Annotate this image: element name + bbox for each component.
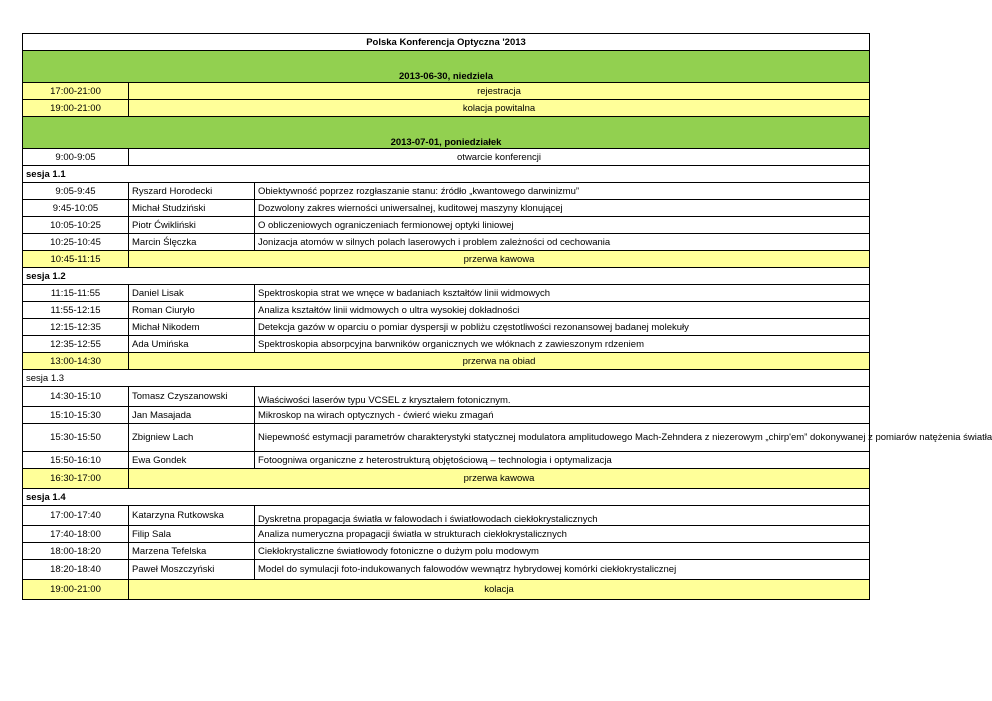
talk-row <box>23 407 870 424</box>
event-time: 19:00-21:00 <box>23 100 129 117</box>
event-row <box>23 149 870 166</box>
talk-title: Spektroskopia absorpcyjna barwników organicznych we włóknach z zawieszonym rdzeniem <box>255 336 870 353</box>
talk-title: Detekcja gazów w oparciu o pomiar dyspersji w pobliżu częstotliwości rezonansowej badanej molekuły <box>255 319 870 336</box>
talk-title: Mikroskop na wirach optycznych - ćwierć wieku zmagań <box>255 407 870 424</box>
talk-time: 15:10-15:30 <box>23 407 129 424</box>
day-date: 2013-06-30, niedziela <box>23 51 870 83</box>
talk-time: 9:45-10:05 <box>23 200 129 217</box>
talk-speaker: Michał Studziński <box>129 200 255 217</box>
talk-speaker: Daniel Lisak <box>129 285 255 302</box>
talk-time: 10:05-10:25 <box>23 217 129 234</box>
talk-time: 17:00-17:40 <box>23 506 129 526</box>
talk-speaker: Michał Nikodem <box>129 319 255 336</box>
talk-time: 15:30-15:50 <box>23 424 129 452</box>
conference-schedule-table <box>22 33 992 600</box>
talk-time: 9:05-9:45 <box>23 183 129 200</box>
talk-speaker: Ada Umińska <box>129 336 255 353</box>
event-time: 17:00-21:00 <box>23 83 129 100</box>
talk-row <box>23 183 870 200</box>
event-name: otwarcie konferencji <box>129 149 870 166</box>
event-name: kolacja powitalna <box>129 100 870 117</box>
break-row <box>23 251 870 268</box>
talk-title: Fotoogniwa organiczne z heterostrukturą objętościową – technologia i optymalizacja <box>255 452 870 469</box>
break-name: przerwa kawowa <box>129 469 870 489</box>
break-time: 19:00-21:00 <box>23 580 129 600</box>
talk-title: Analiza numeryczna propagacji światła w strukturach ciekłokrystalicznych <box>255 526 870 543</box>
talk-time: 12:15-12:35 <box>23 319 129 336</box>
talk-title: Spektroskopia strat we wnęce w badaniach kształtów linii widmowych <box>255 285 870 302</box>
talk-speaker: Piotr Ćwikliński <box>129 217 255 234</box>
day-header-row <box>23 51 870 83</box>
event-time: 9:00-9:05 <box>23 149 129 166</box>
talk-title: Ciekłokrystaliczne światłowody fotoniczne o dużym polu modowym <box>255 543 870 560</box>
talk-time: 11:15-11:55 <box>23 285 129 302</box>
schedule-title: Polska Konferencja Optyczna '2013 <box>23 34 870 51</box>
break-time: 13:00-14:30 <box>23 353 129 370</box>
session-label: sesja 1.4 <box>23 489 870 506</box>
talk-speaker: Marcin Ślęczka <box>129 234 255 251</box>
talk-speaker: Filip Sala <box>129 526 255 543</box>
talk-row <box>23 200 870 217</box>
session-label: sesja 1.3 <box>23 370 870 387</box>
talk-speaker: Ryszard Horodecki <box>129 183 255 200</box>
talk-time: 12:35-12:55 <box>23 336 129 353</box>
talk-speaker: Zbigniew Lach <box>129 424 255 452</box>
talk-time: 14:30-15:10 <box>23 387 129 407</box>
talk-speaker: Roman Ciuryło <box>129 302 255 319</box>
break-row <box>23 469 870 489</box>
schedule-title-row <box>23 34 870 51</box>
session-label: sesja 1.2 <box>23 268 870 285</box>
talk-title: O obliczeniowych ograniczeniach fermionowej optyki liniowej <box>255 217 870 234</box>
talk-speaker: Ewa Gondek <box>129 452 255 469</box>
talk-speaker: Katarzyna Rutkowska <box>129 506 255 526</box>
talk-title: Właściwości laserów typu VCSEL z kryształem fotonicznym. <box>255 387 870 407</box>
session-label-row <box>23 166 870 183</box>
session-label-row <box>23 370 870 387</box>
talk-time: 18:20-18:40 <box>23 560 129 580</box>
day-date: 2013-07-01, poniedziałek <box>23 117 870 149</box>
talk-row <box>23 319 870 336</box>
break-row <box>23 353 870 370</box>
session-label-row <box>23 489 870 506</box>
talk-row <box>23 424 870 452</box>
talk-speaker: Paweł Moszczyński <box>129 560 255 580</box>
talk-speaker: Marzena Tefelska <box>129 543 255 560</box>
talk-row <box>23 452 870 469</box>
break-name: przerwa kawowa <box>129 251 870 268</box>
day-header-row <box>23 117 870 149</box>
talk-time: 11:55-12:15 <box>23 302 129 319</box>
talk-row <box>23 560 870 580</box>
break-name: kolacja <box>129 580 870 600</box>
talk-row <box>23 506 870 526</box>
talk-row <box>23 217 870 234</box>
talk-row <box>23 234 870 251</box>
session-label: sesja 1.1 <box>23 166 870 183</box>
talk-speaker: Jan Masajada <box>129 407 255 424</box>
talk-title: Dozwolony zakres wierności uniwersalnej, kuditowej maszyny klonującej <box>255 200 870 217</box>
talk-title: Jonizacja atomów w silnych polach laserowych i problem zależności od cechowania <box>255 234 870 251</box>
talk-row <box>23 526 870 543</box>
talk-speaker: Tomasz Czyszanowski <box>129 387 255 407</box>
talk-title: Dyskretna propagacja światła w falowodach i światłowodach ciekłokrystalicznych <box>255 506 870 526</box>
talk-row <box>23 302 870 319</box>
event-name: rejestracja <box>129 83 870 100</box>
talk-title: Niepewność estymacji parametrów charakterystyki statycznej modulatora amplitudowego Mach-Zehndera z niezerowym „chirp'em” dokonywanej z pomiarów natężenia światła <box>255 424 870 452</box>
break-time: 16:30-17:00 <box>23 469 129 489</box>
event-row <box>23 100 870 117</box>
talk-title: Model do symulacji foto-indukowanych falowodów wewnątrz hybrydowej komórki ciekłokrystalicznej <box>255 560 870 580</box>
talk-title: Analiza kształtów linii widmowych o ultra wysokiej dokładności <box>255 302 870 319</box>
break-time: 10:45-11:15 <box>23 251 129 268</box>
session-label-row <box>23 268 870 285</box>
talk-time: 17:40-18:00 <box>23 526 129 543</box>
break-name: przerwa na obiad <box>129 353 870 370</box>
talk-row <box>23 285 870 302</box>
event-row <box>23 83 870 100</box>
talk-time: 18:00-18:20 <box>23 543 129 560</box>
talk-row <box>23 336 870 353</box>
talk-time: 15:50-16:10 <box>23 452 129 469</box>
talk-title: Obiektywność poprzez rozgłaszanie stanu: źródło „kwantowego darwinizmu” <box>255 183 870 200</box>
break-row <box>23 580 870 600</box>
talk-row <box>23 387 870 407</box>
talk-row <box>23 543 870 560</box>
talk-time: 10:25-10:45 <box>23 234 129 251</box>
